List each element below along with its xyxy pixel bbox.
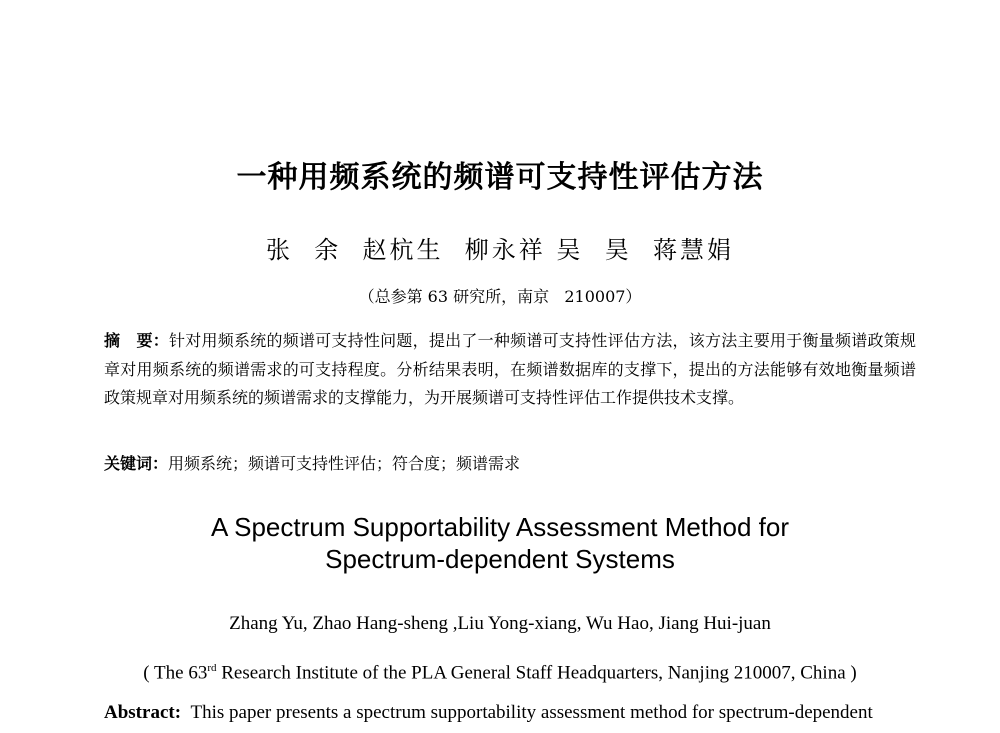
- english-affiliation: [0, 655, 1000, 686]
- english-affiliation-sup: rd: [207, 662, 217, 674]
- english-affiliation-open: ( The 63: [143, 662, 208, 684]
- chinese-authors: 张 余 赵杭生 柳永祥 吴 昊 蒋慧娟: [266, 236, 734, 264]
- chinese-abstract: [104, 327, 916, 413]
- chinese-keywords-text: 用频系统；频谱可支持性评估；符合度；频谱需求: [168, 454, 521, 473]
- english-abstract: [104, 700, 924, 726]
- english-authors: Zhang Yu, Zhao Hang-sheng ,Liu Yong-xiang, Wu Hao, Jiang Hui-juan: [229, 613, 771, 634]
- english-title-line-2: Spectrum-dependent Systems: [325, 544, 675, 574]
- chinese-keywords-label: 关键词：: [104, 454, 169, 473]
- chinese-abstract-text: 针对用频系统的频谱可支持性问题，提出了一种频谱可支持性评估方法，该方法主要用于衡量频谱政策规章对用频系统的频谱需求的可支持程度。分析结果表明，在频谱数据库的支撑下，提出的方法能够有效地衡量频谱政策规章对用频系统的频谱需求的支撑能力，为开展频谱可支持性评估工作提供技术支撑。: [104, 331, 916, 407]
- english-title-line-1: A Spectrum Supportability Assessment Method for: [210, 512, 790, 542]
- english-affiliation-rest: Research Institute of the PLA General Staff Headquarters, Nanjing 210007, China ): [216, 662, 857, 684]
- english-abstract-label: Abstract:: [104, 702, 182, 723]
- english-title: [0, 511, 1000, 575]
- chinese-affiliation: （总参第 63 研究所，南京 210007）: [358, 287, 642, 306]
- chinese-keywords: [104, 450, 916, 478]
- chinese-abstract-label: 摘 要：: [104, 331, 169, 350]
- english-abstract-text: This paper presents a spectrum supportability assessment method for spectrum-dependent: [190, 702, 873, 723]
- chinese-title: 一种用频系统的频谱可支持性评估方法: [236, 160, 764, 195]
